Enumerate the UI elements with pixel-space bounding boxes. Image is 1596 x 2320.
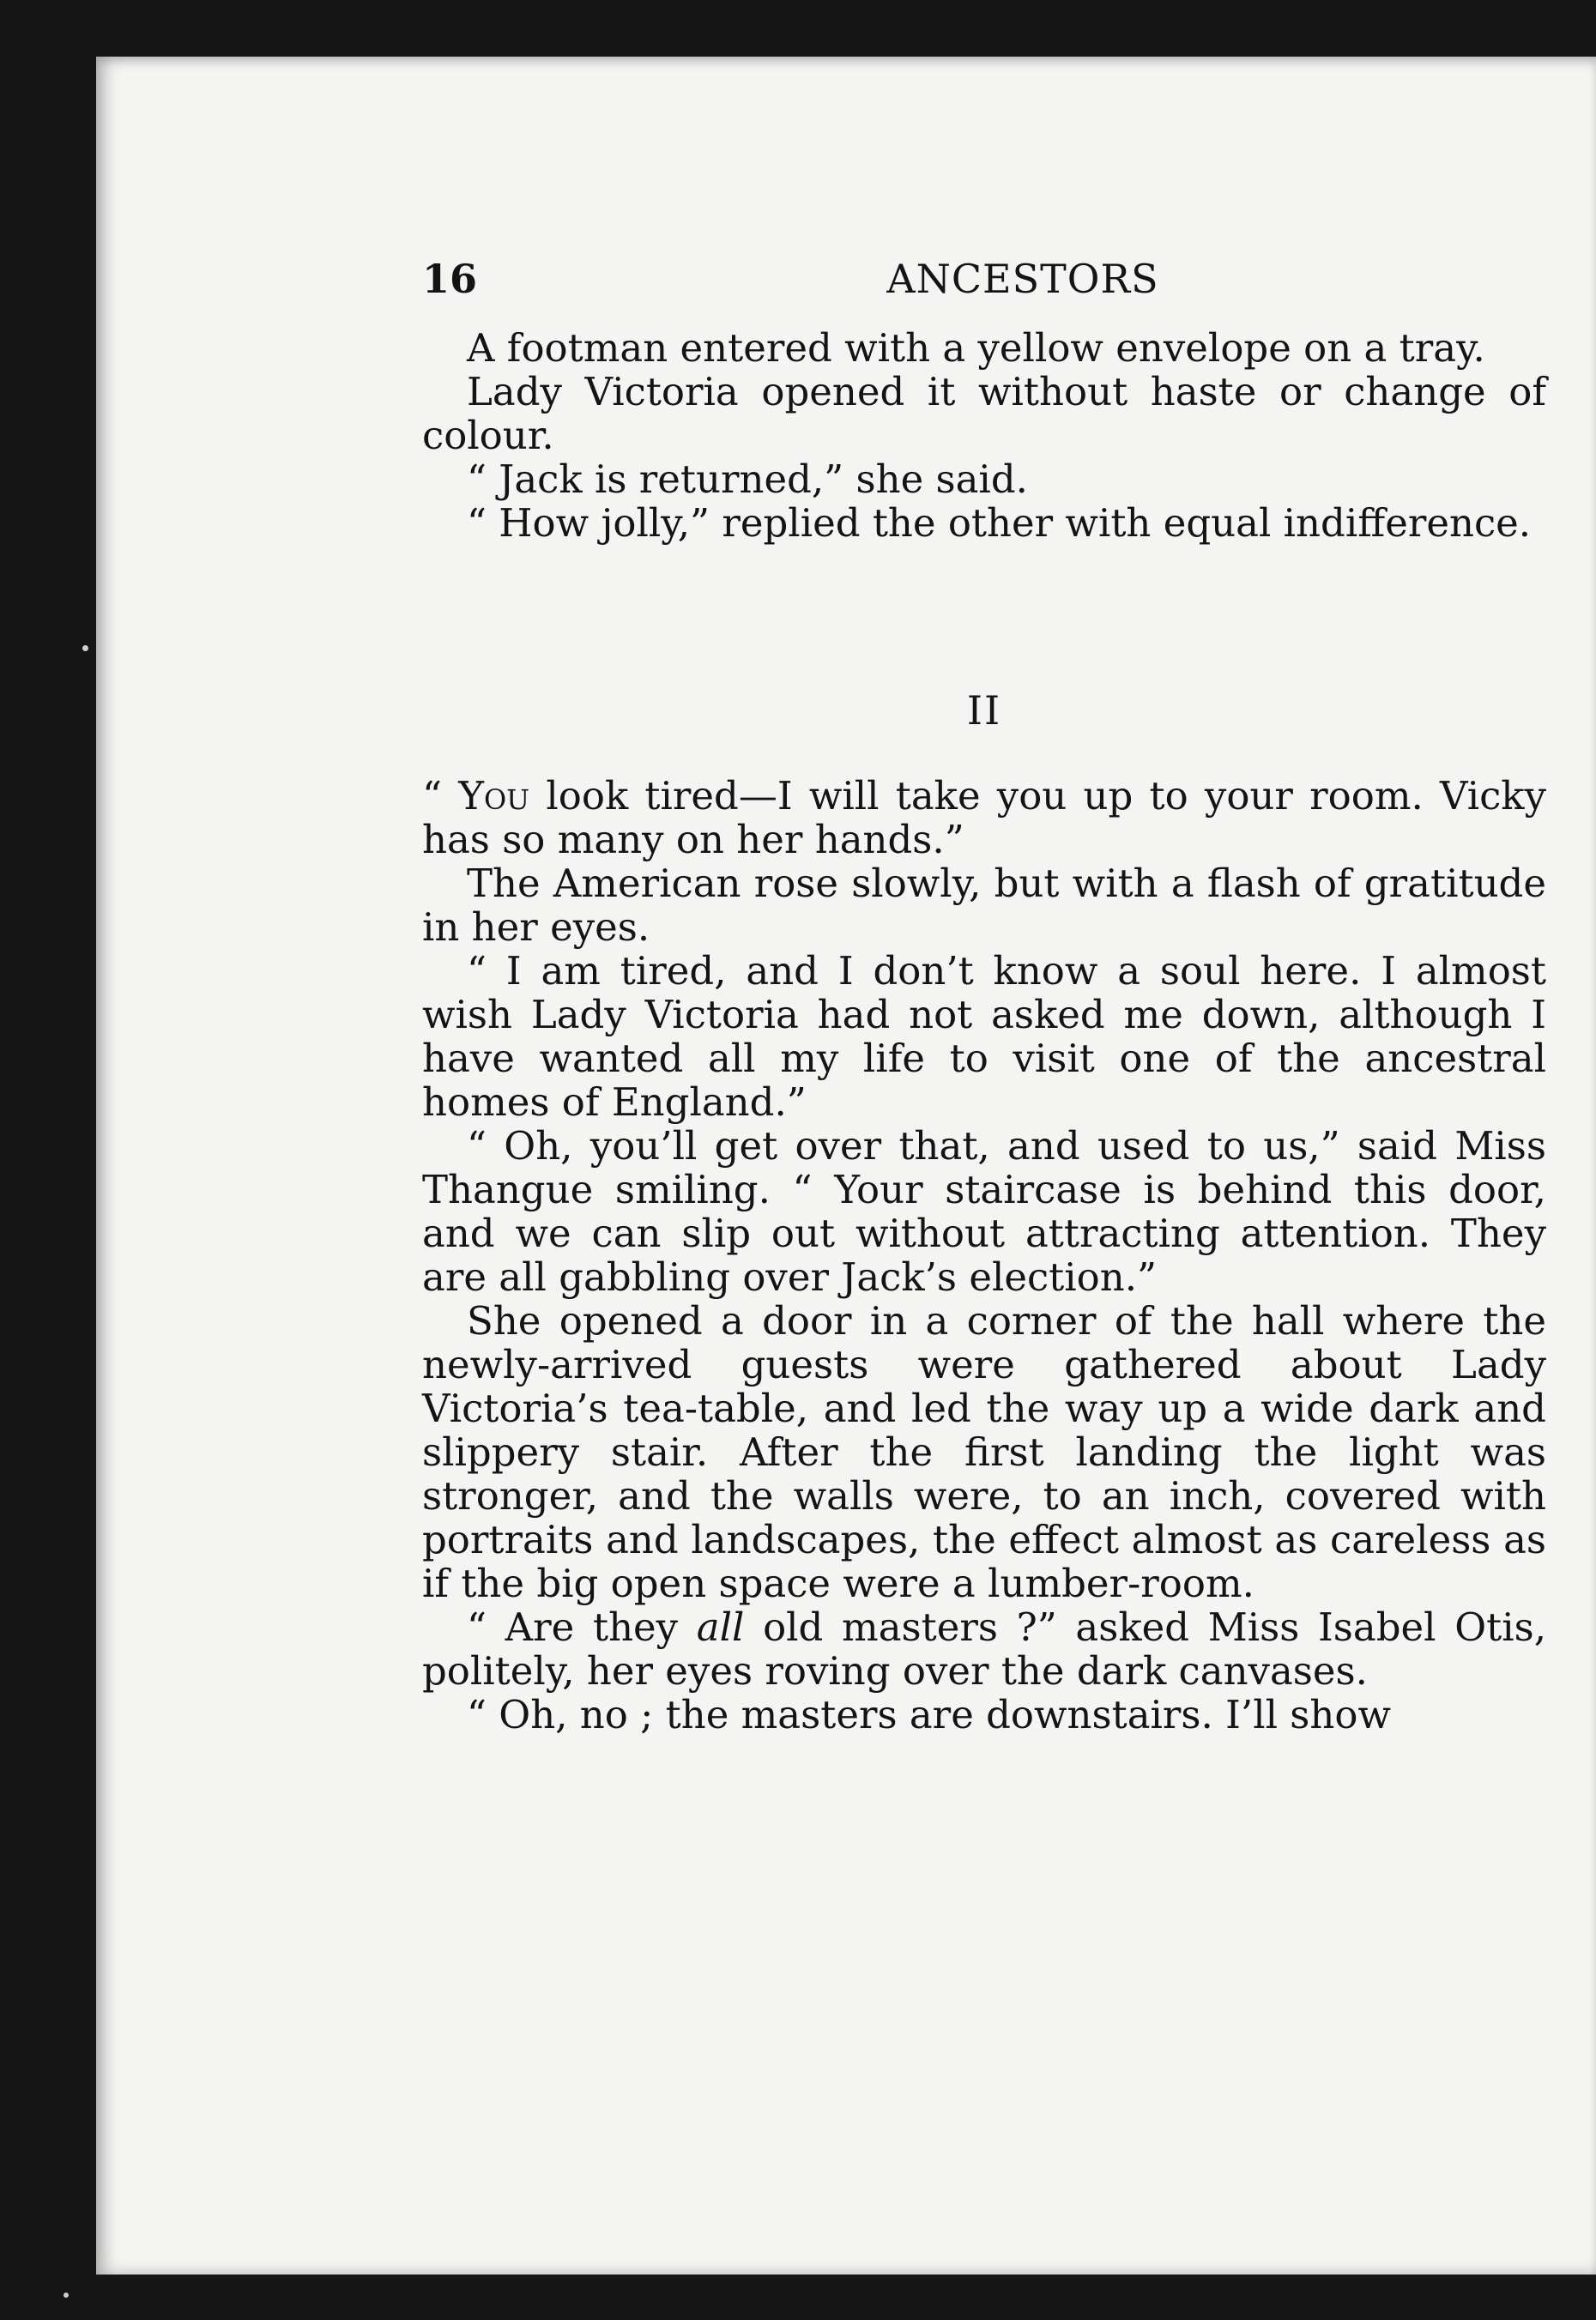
page-number: 16: [422, 256, 478, 302]
paragraph-rest: look tired—I will take you up to your room. Vicky has so many on her hands.”: [422, 773, 1546, 862]
page-header: [422, 245, 1546, 314]
paragraph: She opened a door in a corner of the hall where the newly-arrived guests were gathered about Lady Victoria’s tea-table, and led the way up a wide dark and slippery stair. After the first landing the light was stronger, and the walls were, to an inch, covered with portraits and landscapes, the effect almost as careless as if the big open space were a lumber-room.: [422, 1298, 1546, 1606]
small-caps-word: You: [458, 773, 530, 819]
running-head: ANCESTORS: [886, 256, 1159, 302]
paragraph: The American rose slowly, but with a flash of gratitude in her eyes.: [422, 861, 1546, 950]
text-run: old masters ?” asked Miss Isabel Otis, politely, her eyes roving over the dark canvases.: [422, 1604, 1546, 1694]
italic-word: all: [696, 1604, 745, 1650]
masters-question-paragraph: [422, 1605, 1546, 1693]
paragraph: “ How jolly,” replied the other with equal indifference.: [467, 500, 1532, 546]
scan-speck: [63, 2293, 69, 2298]
last-paragraph: “ Oh, no ; the masters are downstairs. I’ll show: [467, 1692, 1391, 1737]
text-run: “ Are they: [467, 1604, 697, 1650]
paragraph: “ Jack is returned,” she said.: [467, 456, 1028, 502]
paragraph: “ Oh, you’ll get over that, and used to us,” said Miss Thangue smiling. “ Your staircase is behind this door, and we can slip out without attracting attention. They are all gabbling over Jack’s election.”: [422, 1123, 1546, 1300]
page-text: [422, 245, 1546, 1737]
section-heading: II: [966, 687, 1002, 734]
paragraph: A footman entered with a yellow envelope on a tray.: [467, 325, 1485, 371]
section-opening-paragraph: [422, 774, 1546, 861]
book-page: [96, 57, 1596, 2275]
paragraph: Lady Victoria opened it without haste or change of colour.: [422, 369, 1546, 458]
open-quote: “: [422, 773, 459, 819]
paragraph: “ I am tired, and I don’t know a soul here. I almost wish Lady Victoria had not asked me down, although I have wanted all my life to visit one of the ancestral homes of England.”: [422, 948, 1546, 1125]
scan-speck: [82, 645, 88, 651]
